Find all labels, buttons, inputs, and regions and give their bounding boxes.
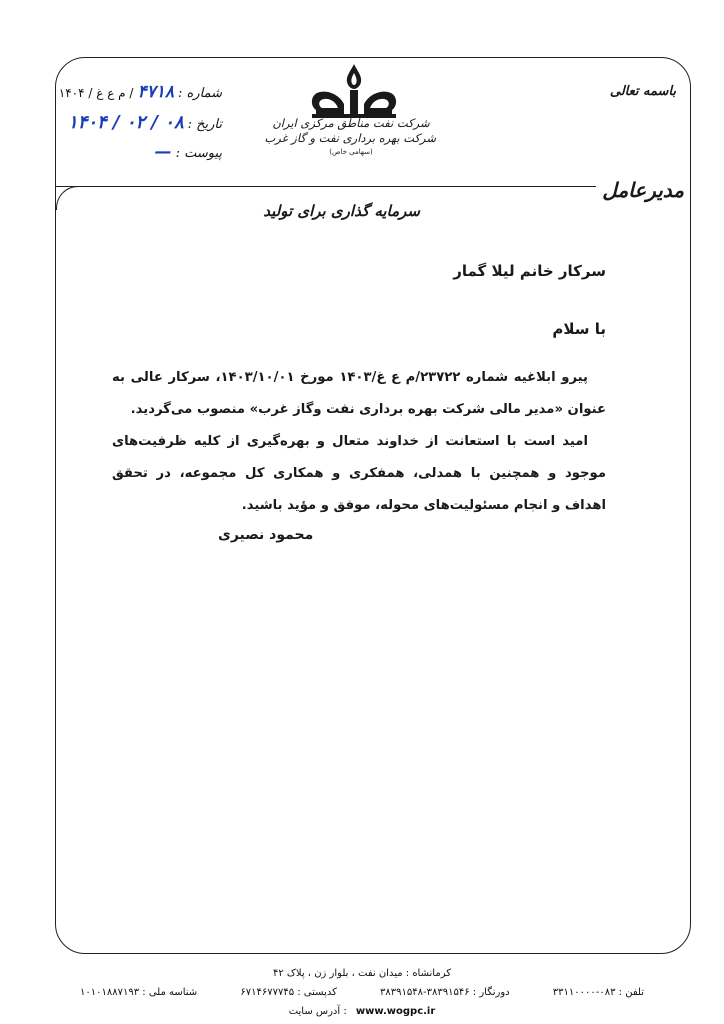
letter-number-handwritten: ۴۷۱۸ — [137, 82, 175, 102]
letter-body — [112, 362, 606, 522]
attachment-label: پیوست : — [175, 146, 222, 161]
footer-contacts — [80, 983, 644, 1002]
company-line-1: شرکت نفت مناطق مرکزی ایران — [272, 116, 430, 130]
body-paragraph-1: پیرو ابلاغیه شماره ۲۳۷۲۲/م ع غ/۱۴۰۳ مورخ ۱۴۰۳/۱۰/۰۱، سرکار عالی به عنوان «مدیر مالی شرکت بهره برداری نفت وگاز غرب» منصوب می‌گردید. — [112, 370, 606, 417]
sender-title: مدیرعامل — [602, 178, 684, 202]
footer-website — [80, 1002, 644, 1021]
footer-postal-code: کدپستی : ۶۷۱۴۶۷۷۷۴۵ — [240, 987, 337, 998]
footer-national-id: شناسه ملی : ۱۰۱۰۱۸۸۷۱۹۳ — [80, 987, 198, 998]
footer-address: کرمانشاه : میدان نفت ، بلوار زن ، پلاک ۴۲ — [272, 968, 451, 979]
letter-meta — [58, 82, 222, 172]
footer — [80, 964, 644, 1021]
letter-number-label: شماره : — [178, 86, 222, 101]
attachment-row — [62, 142, 222, 172]
company-name-block — [266, 116, 436, 158]
slogan: سرمایه گذاری برای تولید — [263, 202, 420, 220]
oil-company-logo-icon — [306, 62, 402, 120]
company-line-3: (سهامی خاص) — [329, 148, 373, 156]
footer-fax: دورنگار : ۳۸۳۹۱۵۴۶-۳۸۳۹۱۵۴۸ — [380, 987, 510, 998]
greeting: با سلام — [552, 320, 606, 338]
letter-number-printed: / م ع غ / ۱۴۰۴ — [58, 86, 134, 100]
website-url[interactable]: www.wogpc.ir — [355, 1006, 436, 1017]
date-row — [62, 112, 222, 142]
attachment-value: — — [154, 142, 172, 162]
invocation: باسمه تعالی — [609, 84, 676, 99]
date-label: تاریخ : — [187, 117, 222, 132]
header-divider — [56, 186, 596, 187]
recipient: سرکار خانم لیلا گمار — [453, 262, 606, 280]
signer-name: محمود نصیری — [218, 527, 314, 543]
company-line-2: شرکت بهره برداری نفت و گاز غرب — [264, 131, 436, 145]
website-label: : آدرس سایت — [288, 1006, 347, 1017]
body-paragraph-2: امید است با استعانت از خداوند متعال و بهره‌گیری از کلیه ظرفیت‌های موجود و همچنین با همدلی، همفکری و همکاری کل مجموعه، در تحقق اهداف و انجام مسئولیت‌های محوله، موفق و مؤید باشید. — [112, 434, 606, 513]
letter-number-row — [58, 82, 222, 112]
date-handwritten: ۱۴۰۴ / ۰۲ / ۰۸ — [68, 112, 184, 133]
footer-phone: تلفن : ۰۸۳-۳۳۱۱۰۰۰۰ — [552, 987, 644, 998]
